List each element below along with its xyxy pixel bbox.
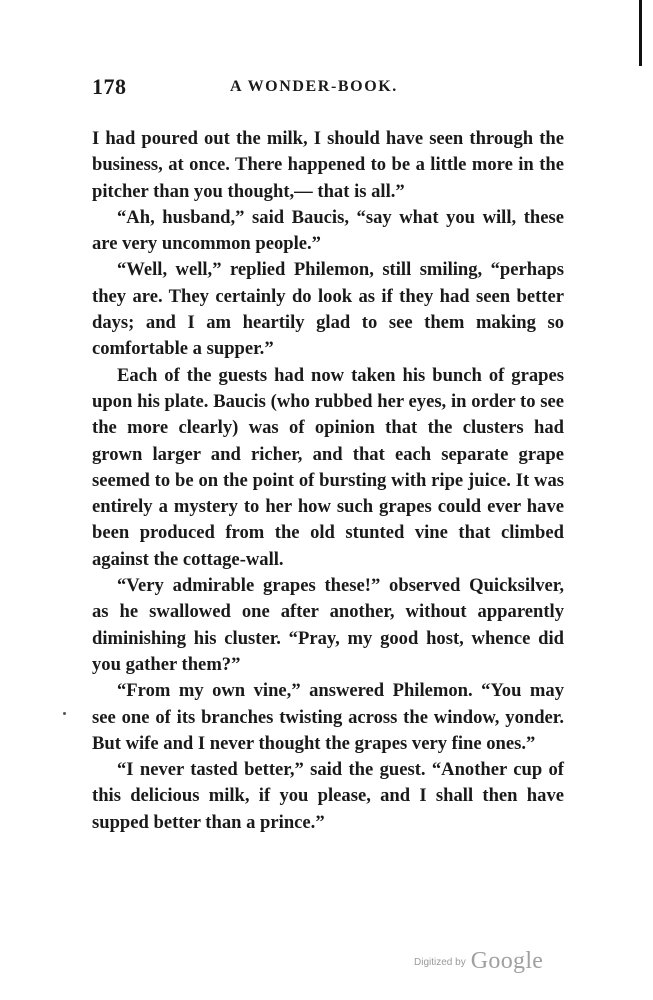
paragraph: “From my own vine,” answered Philemon. “You may see one of its branches twisting across the window, yonder. But wife and I never thought the grapes very fine ones.” — [92, 680, 564, 754]
paragraph: “Ah, husband,” said Baucis, “say what you will, these are very uncommon people.” — [92, 206, 564, 255]
page-number: 178 — [92, 74, 127, 99]
digitized-watermark — [414, 948, 543, 975]
body-text — [92, 126, 564, 836]
paragraph-continued: I had poured out the milk, I should have seen through the business, at once. There happened to be a little more in the pitcher than you thought,— that is all.” — [92, 128, 564, 202]
running-title: A WONDER-BOOK. — [230, 78, 398, 95]
paragraph: “Well, well,” replied Philemon, still smiling, “perhaps they are. They certainly do look as if they had seen better days; and I am heartily glad to see them making so comfortable a supper.” — [92, 259, 564, 360]
page-header — [92, 74, 567, 104]
paragraph: “I never tasted better,” said the guest. “Another cup of this delicious milk, if you please, and I shall then have supped better than a prince.” — [92, 759, 564, 833]
paragraph: “Very admirable grapes these!” observed Quicksilver, as he swallowed one after another, without apparently diminishing his cluster. “Pray, my good host, whence did you gather them?” — [92, 575, 564, 675]
ink-speck — [63, 712, 66, 715]
paragraph: Each of the guests had now taken his bunch of grapes upon his plate. Baucis (who rubbed her eyes, in order to see the more clearly) was of opinion that the clusters had grown larger and richer, and that each separate grape seemed to be on the point of bursting with ripe juice. It was entirely a mystery to her how such grapes could ever have been produced from the old stunted vine that climbed against the cottage-wall. — [92, 364, 564, 570]
watermark-prefix: Digitized by — [414, 957, 466, 968]
page-edge-mark — [639, 0, 642, 66]
google-logo: Google — [470, 948, 544, 974]
